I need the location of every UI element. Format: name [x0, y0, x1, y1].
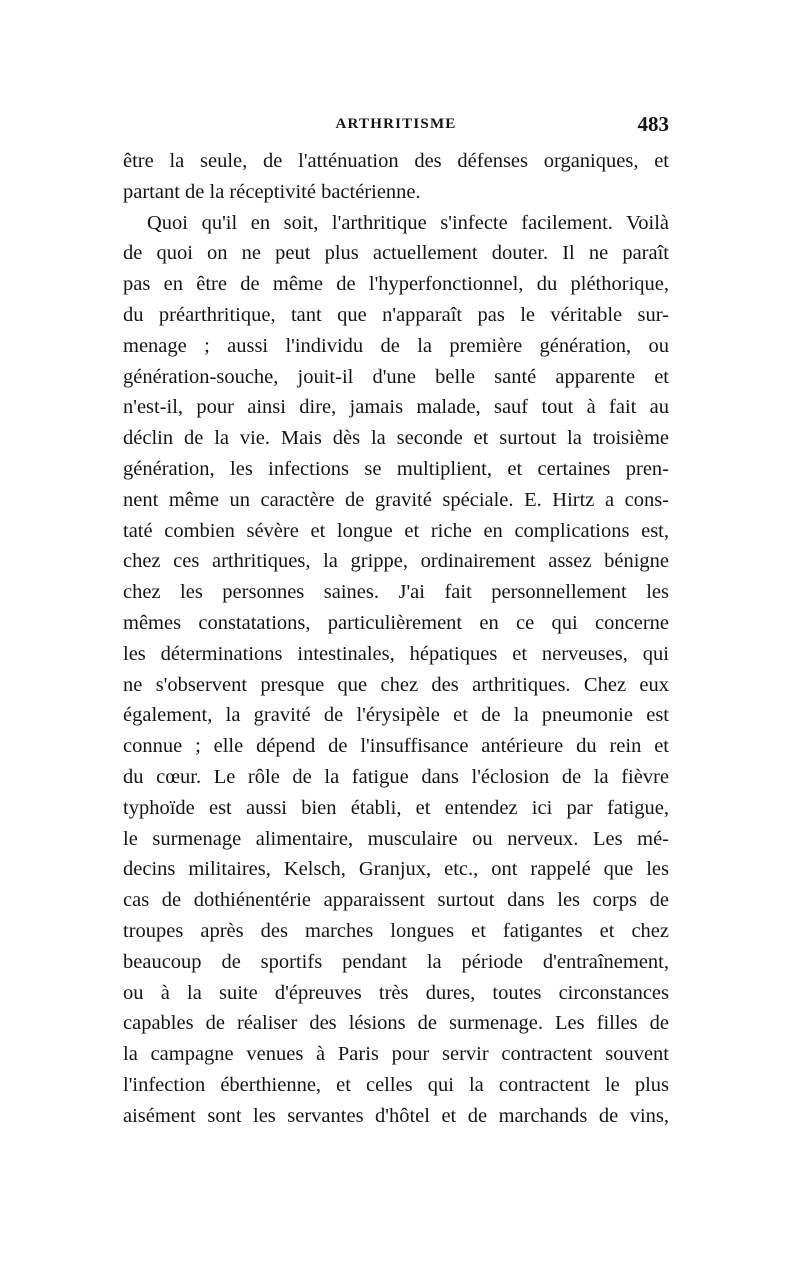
text-line: la campagne venues à Paris pour servir contractent souvent	[123, 1043, 669, 1066]
text-line: du préarthritique, tant que n'apparaît pas le véritable sur-	[123, 303, 669, 326]
text-line: taté combien sévère et longue et riche en complications est,	[123, 519, 669, 542]
running-head	[123, 112, 669, 136]
text-line: mêmes constatations, particulièrement en ce qui concerne	[123, 611, 669, 634]
text-line: de quoi on ne peut plus actuellement douter. Il ne paraît	[123, 242, 669, 265]
text-line: être la seule, de l'atténuation des défenses organiques, et	[123, 150, 669, 172]
text-line: le surmenage alimentaire, musculaire ou nerveux. Les mé-	[123, 827, 669, 850]
page-number: 483	[637, 112, 669, 136]
text-line: beaucoup de sportifs pendant la période d'entraînement,	[123, 950, 669, 973]
text-line: Quoi qu'il en soit, l'arthritique s'infecte facilement. Voilà	[147, 211, 669, 234]
text-line: n'est-il, pour ainsi dire, jamais malade, sauf tout à fait au	[123, 396, 669, 419]
text-line: également, la gravité de l'érysipèle et de la pneumonie est	[123, 704, 669, 727]
running-title: ARTHRITISME	[335, 116, 457, 132]
text-line: génération, les infections se multiplient, et certaines pren-	[123, 457, 669, 480]
text-line: chez les personnes saines. J'ai fait personnellement les	[123, 581, 669, 604]
text-line: menage ; aussi l'individu de la première génération, ou	[123, 334, 669, 357]
text-line: les déterminations intestinales, hépatiques et nerveuses, qui	[123, 642, 669, 665]
text-line: aisément sont les servantes d'hôtel et de marchands de vins,	[123, 1104, 669, 1127]
text-line: decins militaires, Kelsch, Granjux, etc., ont rappelé que les	[123, 858, 669, 881]
text-line: cas de dothiénentérie apparaissent surtout dans les corps de	[123, 889, 669, 912]
text-line: déclin de la vie. Mais dès la seconde et surtout la troisième	[123, 427, 669, 450]
text-line: nent même un caractère de gravité spéciale. E. Hirtz a cons-	[123, 488, 669, 511]
text-line: typhoïde est aussi bien établi, et entendez ici par fatigue,	[123, 796, 669, 819]
text-line: capables de réaliser des lésions de surmenage. Les filles de	[123, 1012, 669, 1035]
text-line: l'infection éberthienne, et celles qui la contractent le plus	[123, 1073, 669, 1096]
text-line: connue ; elle dépend de l'insuffisance antérieure du rein et	[123, 735, 669, 758]
text-line: pas en être de même de l'hyperfonctionnel, du pléthorique,	[123, 273, 669, 296]
text-line: génération-souche, jouit-il d'une belle santé apparente et	[123, 365, 669, 388]
text-line: troupes après des marches longues et fatigantes et chez	[123, 919, 669, 942]
text-line: chez ces arthritiques, la grippe, ordinairement assez bénigne	[123, 550, 669, 573]
text-line: du cœur. Le rôle de la fatigue dans l'éclosion de la fièvre	[123, 765, 669, 788]
text-line: ou à la suite d'épreuves très dures, toutes circonstances	[123, 981, 669, 1004]
body-text	[123, 146, 669, 1132]
text-line: ne s'observent presque que chez des arthritiques. Chez eux	[123, 673, 669, 696]
text-line: partant de la réceptivité bactérienne.	[123, 180, 421, 203]
